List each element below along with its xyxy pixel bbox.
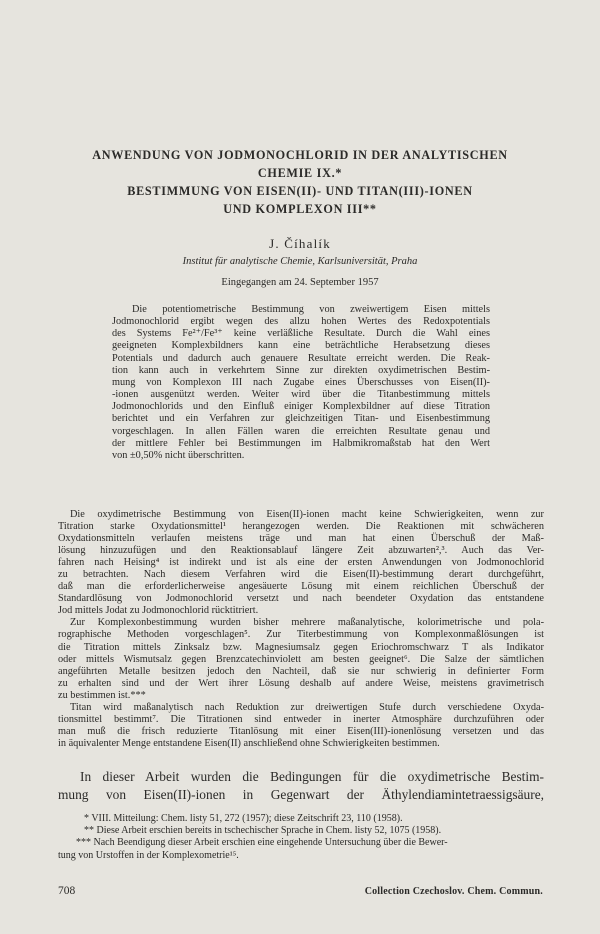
paper-title	[0, 146, 600, 218]
body-line: zu bestimmen ist.***	[58, 689, 146, 701]
abstract-line: vorgeschlagen. In allen Fällen waren die erreichten Resultate genau und	[112, 425, 490, 437]
abstract-line: Jodmonochlorid ergibt wegen des allzu hohen Wertes des Redoxpotentials	[112, 316, 490, 328]
body-line: Jod mittels Jodat zu Jodmonochlorid rücktitriert.	[58, 605, 259, 617]
body-line: Zur Komplexonbestimmung wurden bisher mehrere maßanalytische, kolorimetrische und pola-	[70, 617, 544, 629]
page-number: 708	[58, 885, 76, 897]
footnote: *** Nach Beendigung dieser Arbeit erschien eine eingehende Untersuchung über die Bewer-	[76, 837, 448, 849]
title-line-4: UND KOMPLEXON III**	[223, 202, 377, 216]
author-name: J. Číhalík	[269, 236, 331, 251]
body-line: Oxydationsmitteln verlaufen meistens träge und man hat einen Überschuß der Maß-	[58, 533, 544, 545]
body-line: angeführten Metalle besitzen jedoch den Nachteil, daß sie nur schwierig in definierter Form	[58, 665, 544, 677]
abstract-line: Die potentiometrische Bestimmung von zweiwertigem Eisen mittels	[132, 304, 490, 315]
body-line: Standardlösung von Jodmonochlorid versetzt und nach beendeter Oxydation das entstandene	[58, 593, 544, 605]
title-line-1: ANWENDUNG VON JODMONOCHLORID IN DER ANALYTISCHEN	[92, 148, 508, 162]
body-line: zu betrachten. Nach diesem Verfahren wird die Eisen(II)-bestimmung derart durchgeführt,	[58, 569, 544, 581]
abstract-line: -ionen ausgenützt werden. Weiter wird über die Titanbestimmung mittels	[112, 389, 490, 401]
author-institute: Institut für analytische Chemie, Karlsuniversität, Praha	[182, 256, 418, 267]
abstract-line: Potentials und dadurch auch genauere Resultate erreicht werden. Die Reak-	[112, 352, 490, 364]
body-line: Die oxydimetrische Bestimmung von Eisen(II)-ionen macht keine Schwierigkeiten, wenn zur	[70, 509, 544, 520]
body-line: daß man die erforderlicherweise angesäuerte Lösung mit einem reichlichen Überschuß der	[58, 581, 544, 593]
title-line-3: BESTIMMUNG VON EISEN(II)- UND TITAN(III)-IONEN	[127, 184, 473, 198]
body-line: Titan wird maßanalytisch nach Reduktion zur dreiwertigen Stufe durch verschiedene Oxyda-	[70, 701, 544, 713]
abstract-line: geeigneten Komplexbildners kann eine beträchtliche Herabsetzung dieses	[112, 340, 490, 352]
footnotes	[58, 813, 544, 862]
body-line: in äquivalenter Menge entstandene Eisen(II) anschließend ohne Schwierigkeiten bestimmen.	[58, 737, 440, 749]
intro-paragraph	[58, 768, 544, 804]
footnote: * VIII. Mitteilung: Chem. listy 51, 272 (1957); diese Zeitschrift 23, 110 (1958).	[84, 813, 403, 824]
body-line: fahren nach Heising⁴ ist indirekt und ist als eine der ersten Anwendungen von Jodmonochlorid	[58, 557, 544, 569]
abstract-line: von ±0,50% nicht überschritten.	[112, 449, 245, 461]
body-line: oder mittels Wismutsalz gegen Brenzcatechinviolett am besten geeignet⁶. Die Salze der sämtlichen	[58, 653, 544, 665]
body-line: lösung hinzuzufügen und den Reaktionsablauf längere Zeit abzuwarten²,³. Auch das Ver-	[58, 545, 544, 557]
intro-line: In dieser Arbeit wurden die Bedingungen für die oxydimetrische Bestim-	[80, 769, 544, 784]
abstract-line: Jodmonochlorids und den Einfluß einiger Komplexbildner auf diese Titration	[112, 401, 490, 413]
abstract	[112, 304, 490, 462]
abstract-line: des Systems Fe²⁺/Fe³⁺ keine verläßliche Resultate. Durch die Wahl eines	[112, 328, 490, 340]
footnote-continuation: tung von Urstoffen in der Komplexometrie¹⁵.	[58, 849, 239, 861]
body-text	[58, 509, 544, 750]
body-line: zu erhalten sind und der Wert ihrer Lösung deshalb auf andere Weise, meistens gravimetrisch	[58, 677, 544, 689]
footnote: ** Diese Arbeit erschien bereits in tschechischer Sprache in Chem. listy 52, 1075 (1958).	[84, 825, 442, 837]
body-line: die Titration mittels Zinksalz bzw. Magnesiumsalz gegen Eriochromschwarz T als Indikator	[58, 641, 544, 653]
abstract-line: mung von Komplexon III nach Zugabe eines Überschusses von Eisen(II)-	[112, 376, 490, 388]
received-date: Eingegangen am 24. September 1957	[221, 277, 379, 288]
body-line: tionsmittel bestimmt⁷. Die Titrationen sind entweder in inerter Atmosphäre durchzuführen oder	[58, 713, 544, 725]
title-line-2: CHEMIE IX.*	[257, 166, 343, 180]
abstract-line: berichtet und ein Verfahren zur gleichzeitigen Titan- und Eisenbestimmung	[112, 413, 490, 425]
body-line: Titration starke Oxydationsmittel¹ herangezogen werden. Die Reaktionen mit schwächeren	[58, 521, 544, 533]
journal-name: Collection Czechoslov. Chem. Commun.	[364, 886, 543, 897]
body-line: rographische Methoden vorgeschlagen⁵. Zur Titerbestimmung von Komplexonmaßlösungen ist	[58, 629, 544, 641]
abstract-line: der mittlere Fehler bei Bestimmungen im Halbmikromaßstab hat den Wert	[112, 437, 490, 449]
intro-line: mung von Eisen(II)-ionen in Gegenwart der Äthylendiamintetraessigsäure,	[58, 787, 544, 802]
abstract-line: tion kann auch in verkehrtem Sinne zur direkten oxydimetrischen Bestim-	[112, 364, 490, 376]
body-line: man muß die frisch reduzierte Titanlösung mit einer Eisen(III)-ionenlösung versetzen und das	[58, 725, 544, 737]
